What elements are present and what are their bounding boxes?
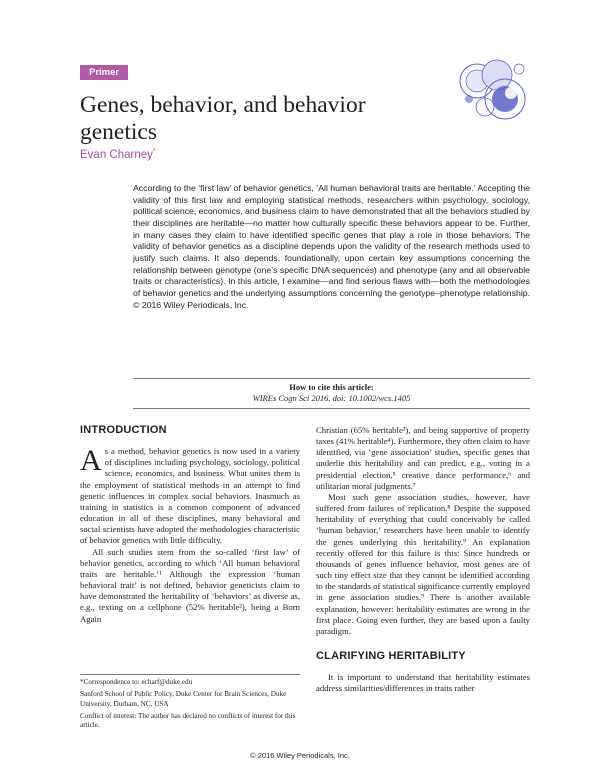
citation-box bbox=[133, 378, 530, 409]
correspondence-note: *Correspondence to: echarf@duke.edu bbox=[80, 678, 193, 686]
footnotes bbox=[80, 674, 300, 733]
affiliation-note: Sanford School of Public Policy, Duke Center for Brain Sciences, Duke University, Durham, NC, USA bbox=[80, 690, 287, 708]
left-column bbox=[80, 425, 300, 625]
citation-reference: WIREs Cogn Sci 2016. doi: 10.1002/wcs.1405 bbox=[252, 393, 411, 403]
page-footer: © 2016 Wiley Periodicals, Inc. bbox=[250, 751, 350, 760]
section-heading-clarifying-heritability: CLARIFYING HERITABILITY bbox=[316, 649, 466, 662]
abstract: According to the ‘first law’ of behavior genetics, ‘All human behavioral traits are heritable.’ Accepting the validity of this first law and employing statistical methods, researchers within psychology, sociology, political science, economics, and business claim to have demonstrated that all the behaviors studied by their disciplines are heritable—no matter how culturally specific these behaviors appear to be. Further, in many cases they claim to have identified specific genes that play a role in those behaviors. The validity of behavior genetics as a discipline depends upon the validity of the research methods used to justify such claims. It also depends, foundationally, upon certain key assumptions concerning the relationship between genotype (one’s specific DNA sequences) and phenotype (any and all observable traits or characteristics). In this article, I examine—and find serious flaws with—both the methodologies of behavior genetics and the underlying assumptions concerning the genotype–phenotype relationship. © 2016 Wiley Periodicals, Inc. bbox=[133, 183, 530, 310]
drop-cap: A bbox=[80, 444, 102, 478]
conflict-of-interest-note: Conflict of interest: The author has declared no conflicts of interest for this article. bbox=[80, 711, 296, 730]
intro-paragraph-1: As a method, behavior genetics is now used in a variety of disciplines including psychology, sociology, political science, economics, and business. What unites them is the employment of statistical methods in an attempt to find genetic influences in complex social behaviors. Inasmuch as training in statistics is a common component of advanced education in all of these disciplines, many behavioral and social scientists have adopted the methodologies characteristic of behavior genetics with little difficulty. bbox=[80, 444, 300, 546]
correspondence-mark: * bbox=[152, 148, 156, 155]
citation-heading: How to cite this article: bbox=[289, 382, 374, 392]
author-name: Evan Charney* bbox=[80, 148, 156, 161]
section-heading-introduction: INTRODUCTION bbox=[80, 424, 167, 436]
body-paragraph-1: Christian (65% heritable³), and being supportive of property taxes (41% heritable⁴). Furthermore, they often claim to have identified, via ‘gene association’ studies, specific genes that underlie this heritability and can predict, e.g., voting in a presidential election,⁵ creative dance performance,⁶ and utilitarian moral judgments.⁷ bbox=[316, 425, 530, 491]
decorative-circles-graphic bbox=[455, 55, 530, 130]
body-paragraph-3: It is important to understand that heritability estimates address similarities/differences in traits rather bbox=[316, 672, 530, 694]
article-title: Genes, behavior, and behavior genetics bbox=[80, 92, 366, 145]
article-type-tag: Primer bbox=[80, 65, 128, 80]
intro-paragraph-2: All such studies stem from the so-called ‘first law’ of behavior genetics, according to which ‘All human behavioral traits are heritable.’¹ Although the expression ‘human behavioral trait’ is not defined, behavior geneticists claim to have demonstrated the heritability of ‘behaviors’ as diverse as, e.g., texting on a cellphone (52% heritable²), being a Born Again bbox=[80, 546, 300, 624]
body-paragraph-2: Most such gene association studies, however, have suffered from failures of replication.⁸ Despite the supposed heritability of everything that could conceivably be called ‘human behavior,’ researchers have been unable to identify the genes underlying this heritability.⁹ An explanation recently offered for this failure is this: Since hundreds or thousands of genes influence behavior, most genes are of such tiny effect size that they cannot be identified according to the standards of statistical significance currently employed in gene association studies.⁹ There is another available explanation, however: heritability estimates are wrong in the first place. Going even further, they are based upon a faulty paradigm. bbox=[316, 491, 530, 636]
right-column bbox=[316, 425, 530, 694]
